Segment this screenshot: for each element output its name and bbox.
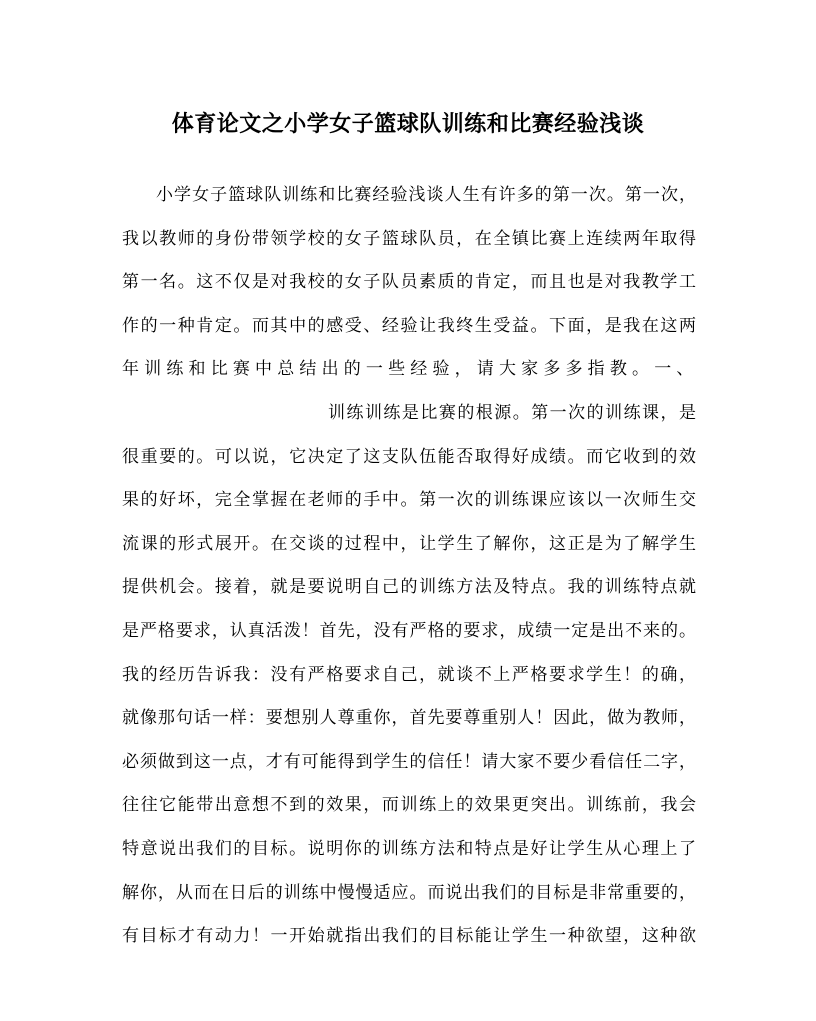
paragraph-line: 作的一种肯定。而其中的感受、经验让我终生受益。下面，是我在这两 [122,315,696,336]
paragraph-line: 训练训练是比赛的根源。第一次的训练课，是 [328,402,696,423]
paragraph-line: 是严格要求，认真活泼！首先，没有严格的要求，成绩一定是出不来的。 [122,620,696,641]
paragraph-line: 年训练和比赛中总结出的一些经验，请大家多多指教。一、 [122,359,696,380]
paragraph-line: 我以教师的身份带领学校的女子篮球队员，在全镇比赛上连续两年取得 [122,228,696,249]
paragraph-line: 解你，从而在日后的训练中慢慢适应。而说出我们的目标是非常重要的， [122,882,696,903]
paragraph-line: 我的经历告诉我：没有严格要求自己，就谈不上严格要求学生！的确， [122,664,696,685]
paragraph-line: 果的好坏，完全掌握在老师的手中。第一次的训练课应该以一次师生交 [122,490,696,511]
document-body [122,174,696,959]
paragraph-line: 特意说出我们的目标。说明你的训练方法和特点是好让学生从心理上了 [122,838,696,859]
document-title: 体育论文之小学女子篮球队训练和比赛经验浅谈 [171,111,645,137]
paragraph-line: 小学女子篮球队训练和比赛经验浅谈人生有许多的第一次。第一次， [156,185,696,205]
paragraph-line: 就像那句话一样：要想别人尊重你，首先要尊重别人！因此，做为教师， [122,708,696,729]
paragraph-line: 提供机会。接着，就是要说明自己的训练方法及特点。我的训练特点就 [122,577,696,598]
paragraph-line: 有目标才有动力！一开始就指出我们的目标能让学生一种欲望，这种欲 [122,926,696,947]
paragraph-line: 很重要的。可以说，它决定了这支队伍能否取得好成绩。而它收到的效 [122,446,696,467]
paragraph-line: 流课的形式展开。在交谈的过程中，让学生了解你，这正是为了解学生 [122,533,696,554]
paragraph-line: 往往它能带出意想不到的效果，而训练上的效果更突出。训练前，我会 [122,795,696,816]
paragraph-line: 必须做到这一点，才有可能得到学生的信任！请大家不要少看信任二字， [122,751,696,772]
paragraph-line: 第一名。这不仅是对我校的女子队员素质的肯定，而且也是对我教学工 [122,272,696,293]
